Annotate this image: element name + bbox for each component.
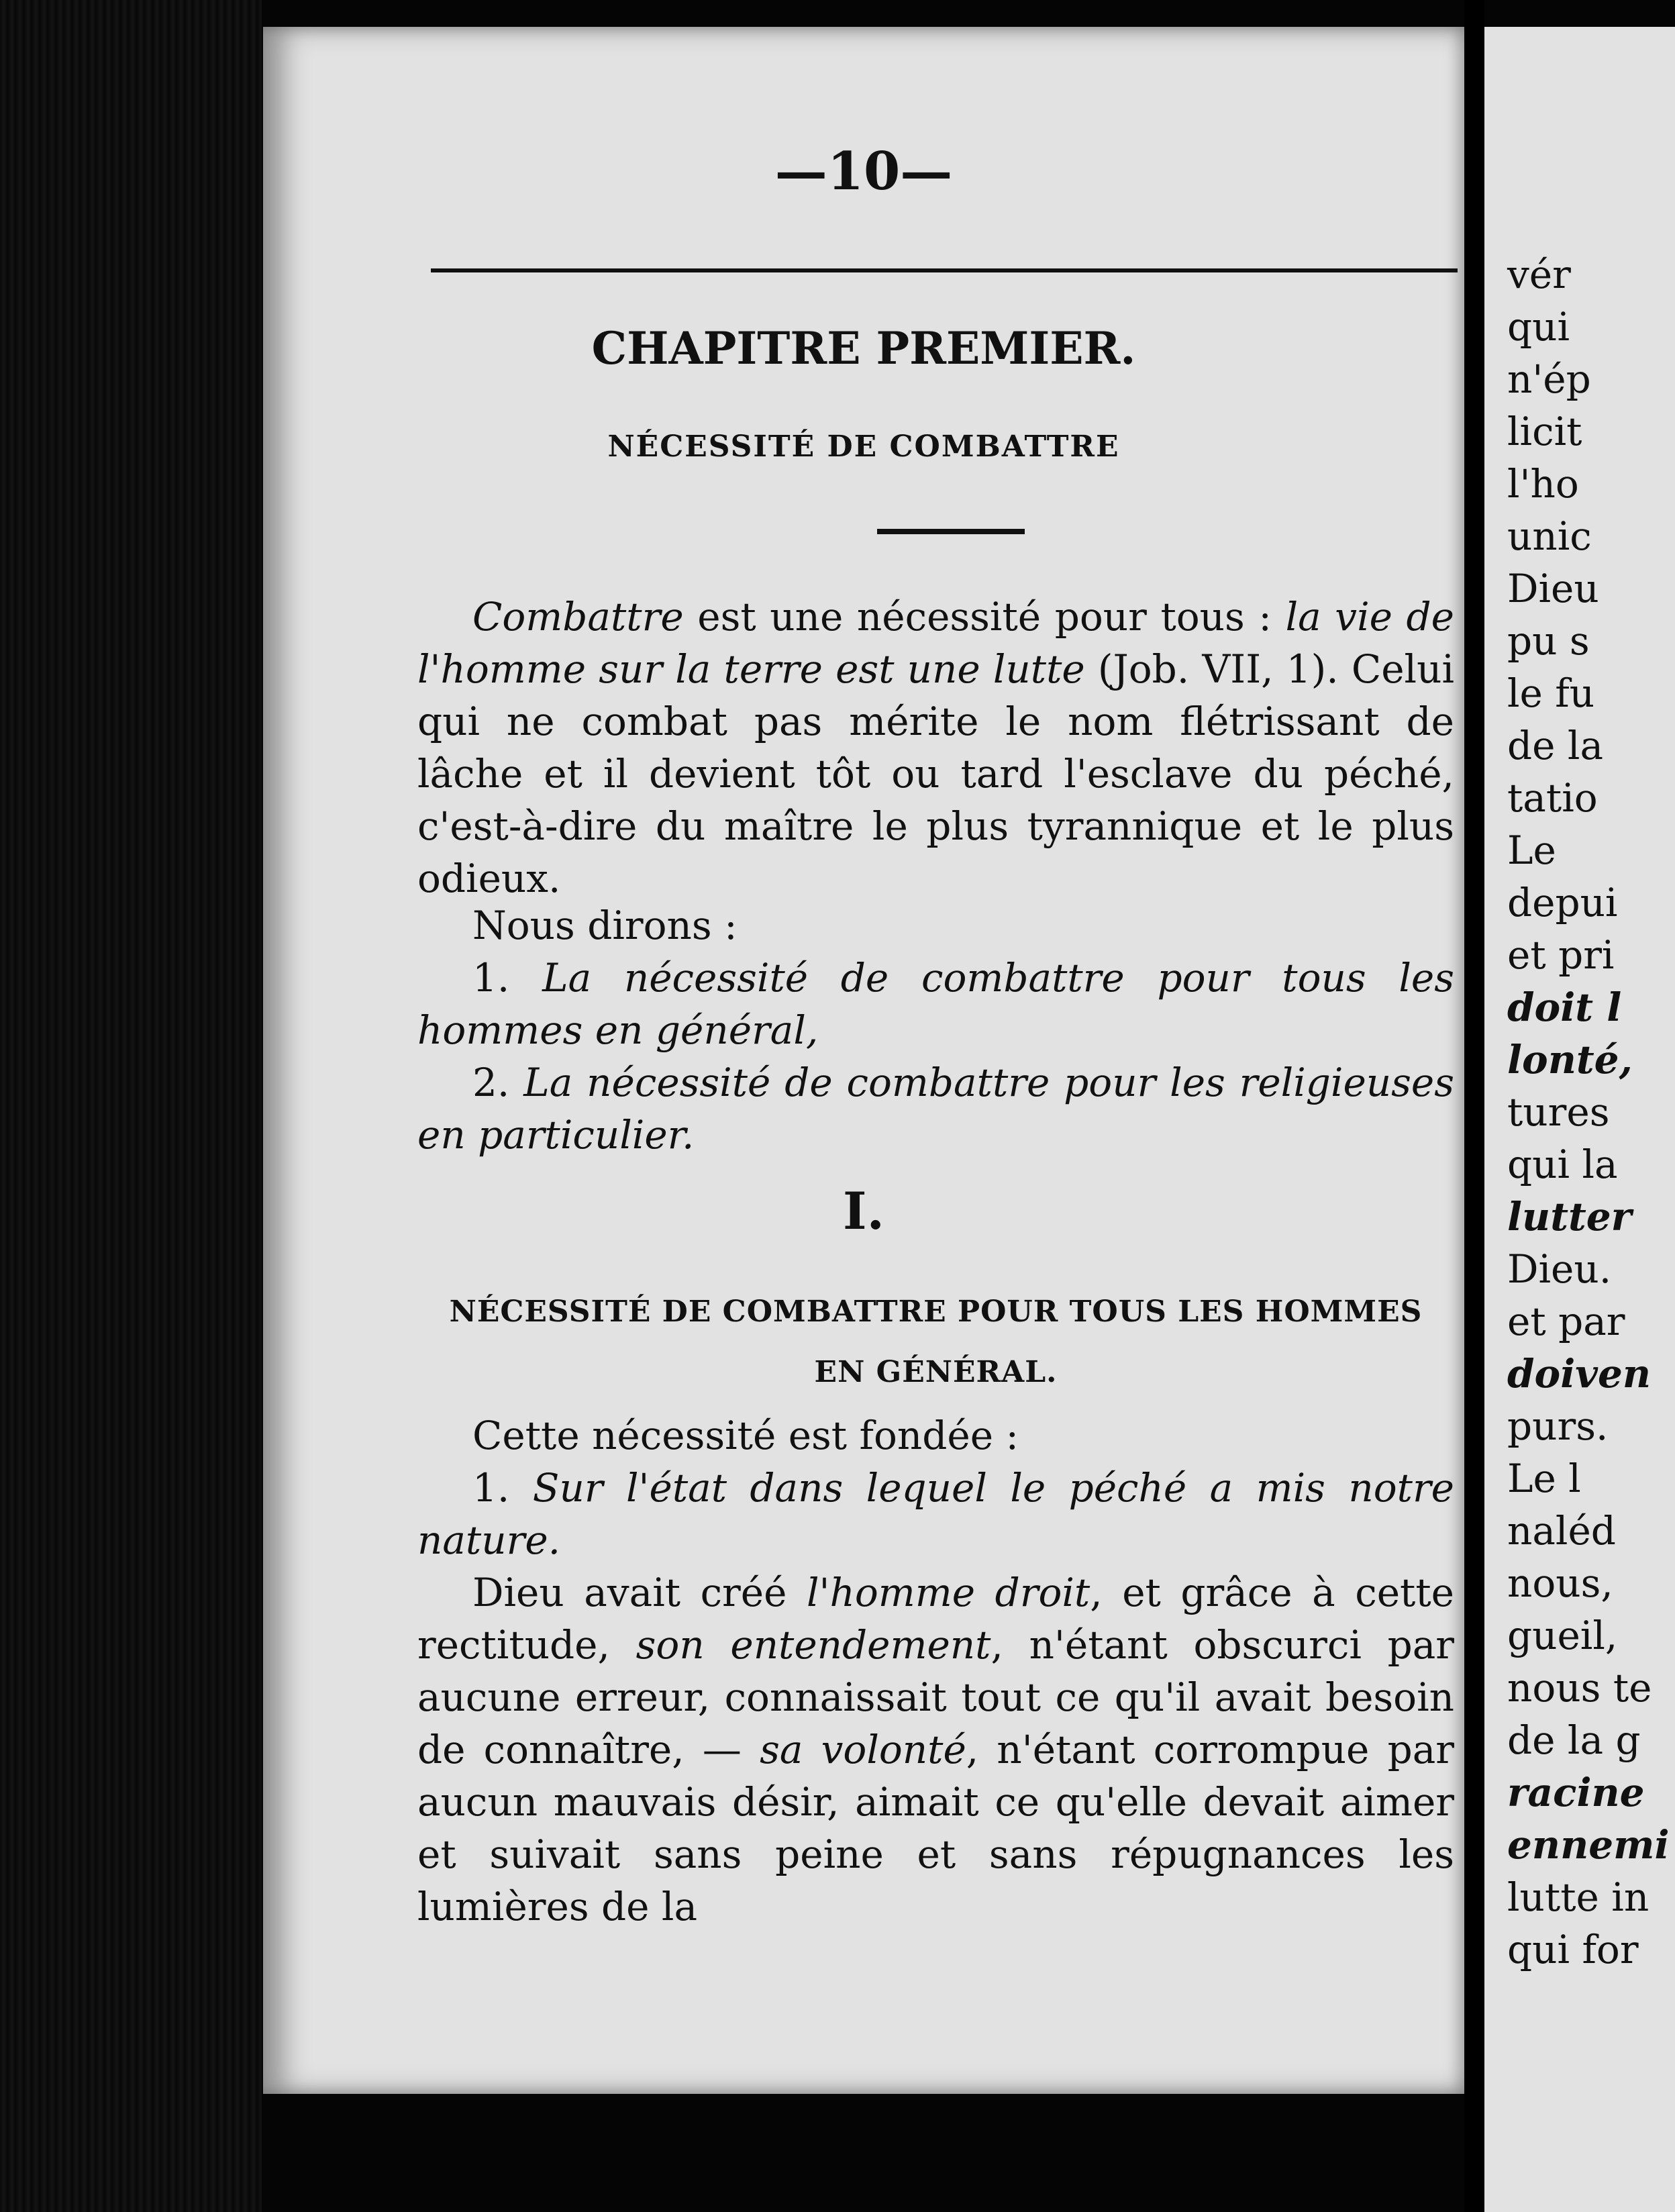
fragment-line: tures — [1507, 1089, 1610, 1135]
fragment-line: unic — [1507, 513, 1592, 559]
section-heading-line-2: EN GÉNÉRAL. — [814, 1355, 1058, 1389]
chapter-subtitle: NÉCESSITÉ DE COMBATTRE — [607, 430, 1120, 464]
fragment-line: depui — [1507, 880, 1618, 925]
fragment-line: doiven — [1507, 1351, 1652, 1397]
title-divider — [877, 529, 1025, 534]
intro-reference: (Job. VII, 1). Celui qui ne combat pas mérite le nom flétrissant de lâche et il devient tôt ou tard l'esclave du péché, c'est-à-dire du maître le plus tyrannique et le plus odieux. — [417, 646, 1454, 901]
fragment-line: qui la — [1507, 1142, 1618, 1187]
fragment-line: qui for — [1507, 1927, 1639, 1972]
book-gutter — [1464, 0, 1484, 2212]
body-text-a: Dieu avait créé — [472, 1570, 807, 1615]
section-heading-line-1: NÉCESSITÉ DE COMBATTRE POUR TOUS LES HOMMES — [449, 1295, 1423, 1329]
fragment-line: Dieu. — [1507, 1246, 1612, 1292]
intro-text: est une nécessité pour tous : — [683, 594, 1286, 640]
outline-item-1 — [417, 952, 1454, 1056]
body-point-1-text: Sur l'état dans lequel le péché a mis notre nature. — [417, 1465, 1454, 1563]
dark-left-margin — [0, 0, 262, 2212]
book-page-left — [263, 27, 1464, 2094]
fragment-line: naléd — [1507, 1508, 1616, 1554]
fragment-line: lutter — [1507, 1194, 1632, 1240]
fragment-line: Dieu — [1507, 566, 1599, 611]
fragment-line: pu s — [1507, 618, 1590, 664]
intro-quotation: la vie de l'homme sur la terre est une lutte — [417, 594, 1454, 692]
fragment-line: de la g — [1507, 1717, 1641, 1763]
fragment-line: et par — [1507, 1299, 1625, 1344]
page-number: —10— — [774, 141, 953, 202]
fragment-line: n'ép — [1507, 356, 1591, 402]
outline-block — [417, 899, 1454, 1161]
fragment-line: vér — [1507, 252, 1571, 297]
header-rule — [431, 268, 1458, 272]
body-text-g: , n'étant corrompue par aucun mauvais désir, aimait ce qu'elle devait aimer et suivait sans peine et sans répugnances les lumières de la — [417, 1727, 1454, 1929]
fragment-line: Le — [1507, 827, 1556, 873]
fragment-line: ennemi — [1507, 1822, 1670, 1868]
fragment-line: nous te — [1507, 1665, 1652, 1711]
fragment-line: lonté, — [1507, 1037, 1633, 1083]
fragment-line: Le l — [1507, 1456, 1581, 1501]
fragment-line: doit l — [1507, 985, 1622, 1030]
fragment-line: racine — [1507, 1770, 1645, 1815]
section-numeral: I. — [842, 1181, 884, 1241]
fragment-line: qui — [1507, 304, 1570, 350]
body-italic-f: sa volonté — [760, 1727, 966, 1772]
body-text-c: , et grâce à cette rectitude, — [417, 1570, 1454, 1668]
fragment-line: de la — [1507, 723, 1604, 768]
intro-paragraph — [417, 591, 1454, 905]
fragment-line: nous, — [1507, 1560, 1613, 1606]
fragment-line: lutte in — [1507, 1874, 1649, 1920]
fragment-line: et pri — [1507, 932, 1615, 978]
intro-italic-word: Combattre — [472, 594, 684, 640]
body-point-1 — [417, 1462, 1454, 1566]
body-lead: Cette nécessité est fondée : — [472, 1413, 1019, 1458]
section-heading — [417, 1282, 1454, 1403]
chapter-title: CHAPITRE PREMIER. — [591, 322, 1136, 374]
fragment-line: licit — [1507, 409, 1582, 454]
body-paragraph — [417, 1566, 1454, 1933]
outline-item-2-text: La nécessité de combattre pour les religieuses en particulier. — [417, 1060, 1454, 1158]
fragment-line: le fu — [1507, 670, 1595, 716]
fragment-line: l'ho — [1507, 461, 1579, 507]
right-page-fragments — [1507, 248, 1675, 1976]
book-page-right-edge — [1484, 27, 1675, 2212]
body-italic-d: son entendement — [636, 1622, 991, 1668]
body-text-e: , n'étant obscurci par aucune erreur, connaissait tout ce qu'il avait besoin de connaître, — — [417, 1622, 1455, 1772]
outline-lead: Nous dirons : — [472, 903, 738, 948]
fragment-line: purs. — [1507, 1403, 1609, 1449]
fragment-line: gueil, — [1507, 1613, 1618, 1658]
outline-item-2 — [417, 1056, 1454, 1161]
fragment-line: tatio — [1507, 775, 1598, 821]
body-block — [417, 1409, 1454, 1933]
outline-item-1-number: 1. — [472, 955, 543, 1001]
outline-item-1-text: La nécessité de combattre pour tous les hommes en général, — [417, 955, 1454, 1053]
outline-item-2-number: 2. — [472, 1060, 524, 1105]
body-italic-b: l'homme droit — [806, 1570, 1090, 1615]
body-point-1-number: 1. — [472, 1465, 533, 1511]
